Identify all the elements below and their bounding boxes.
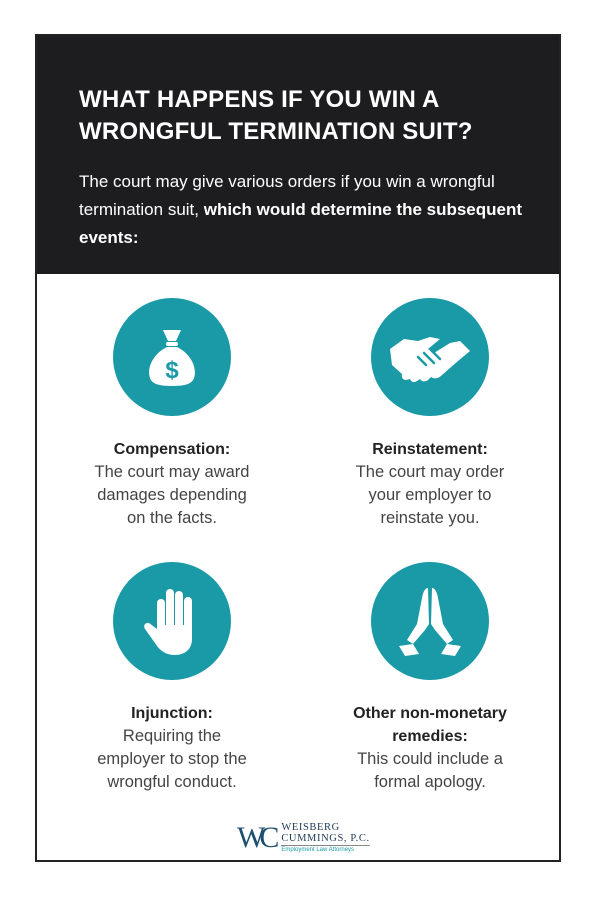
handshake-icon [388, 327, 472, 387]
page-title [79, 84, 529, 148]
reinstatement-desc-line: reinstate you. [380, 509, 480, 527]
compensation-desc-line: The court may award [94, 463, 250, 481]
intro-text [79, 168, 529, 252]
injunction-title: Injunction: [131, 705, 213, 722]
logo-line-1: WEISBERG [281, 822, 340, 833]
injunction-circle [113, 562, 231, 680]
reinstatement-description [315, 461, 545, 530]
remedy-other [315, 562, 545, 794]
reinstatement-desc-line: The court may order [355, 463, 505, 481]
compensation-desc-line: damages depending [97, 486, 247, 504]
header-banner [37, 36, 559, 274]
logo-line-2: CUMMINGS, P.C. [281, 833, 370, 844]
stop-hand-icon [142, 585, 202, 657]
other-remedies-desc-line: formal apology. [374, 773, 486, 791]
other-remedies-title [315, 702, 545, 748]
title-line-2: WRONGFUL TERMINATION SUIT? [79, 118, 473, 145]
title-line-1: WHAT HAPPENS IF YOU WIN A [79, 86, 440, 113]
intro-bold: which would determine the subsequent events: [79, 200, 523, 247]
injunction-desc-line: Requiring the [122, 727, 222, 745]
logo-tagline: Employment Law Attorneys [281, 845, 369, 854]
other-remedies-circle [371, 562, 489, 680]
reinstatement-desc-line: your employer to [368, 486, 492, 504]
other-remedies-description [315, 748, 545, 794]
infographic-card [35, 34, 561, 862]
compensation-description [57, 461, 287, 530]
injunction-desc-line: wrongful conduct. [107, 773, 237, 791]
reinstatement-title: Reinstatement: [372, 441, 488, 458]
praying-hands-icon [395, 584, 465, 658]
remedy-compensation [57, 298, 287, 530]
logo-wordmark [281, 822, 369, 854]
other-remedies-desc-line: This could include a [357, 750, 503, 768]
remedy-reinstatement [315, 298, 545, 530]
injunction-description [57, 725, 287, 794]
other-remedies-title-line: Other non-monetary [353, 705, 507, 722]
svg-text:$: $ [165, 357, 179, 384]
firm-logo [237, 818, 407, 858]
compensation-circle [113, 298, 231, 416]
money-bag-icon [137, 322, 207, 392]
compensation-title: Compensation: [113, 441, 231, 458]
intro-plain: The court may give various orders if you win a wrongful termination suit, [79, 172, 495, 219]
injunction-desc-line: employer to stop the [97, 750, 247, 768]
compensation-desc-line: on the facts. [127, 509, 217, 527]
other-remedies-title-line: remedies: [392, 728, 468, 745]
reinstatement-circle [371, 298, 489, 416]
logo-monogram: WC [237, 821, 274, 854]
remedy-injunction [57, 562, 287, 794]
